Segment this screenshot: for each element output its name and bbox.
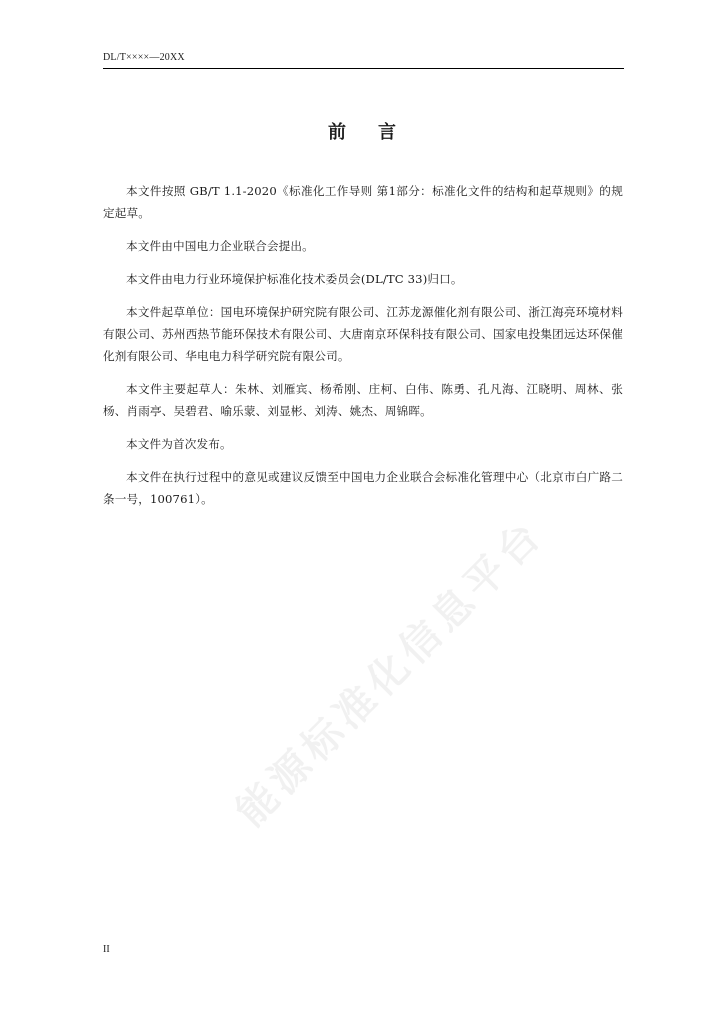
paragraph-drafters: 本文件主要起草人：朱林、刘雁宾、杨希刚、庄柯、白伟、陈勇、孔凡海、江晓明、周林、张杨、肖雨亭、吴碧君、喻乐蒙、刘显彬、刘涛、姚杰、周锦晖。: [103, 382, 623, 418]
paragraph-first-release: 本文件为首次发布。: [126, 437, 232, 451]
paragraph-drafting-organizations: 本文件起草单位：国电环境保护研究院有限公司、江苏龙源催化剂有限公司、浙江海亮环境材料有限公司、苏州西热节能环保技术有限公司、大唐南京环保科技有限公司、国家电投集团远达环保催化剂有限公司、华电电力科学研究院有限公司。: [103, 305, 623, 363]
page-title: 前言: [328, 122, 428, 143]
paragraph-drafting-rules: 本文件按照 GB/T 1.1-2020《标准化工作导则 第1部分：标准化文件的结构和起草规则》的规定起草。: [103, 184, 623, 220]
foreword-body: [103, 180, 623, 521]
page-number: II: [103, 944, 110, 955]
paragraph-committee: 本文件由电力行业环境保护标准化技术委员会(DL/TC 33)归口。: [126, 272, 463, 286]
header-rule: [103, 68, 624, 69]
watermark: 能源标准化信息平台: [227, 510, 553, 836]
paragraph-proposer: 本文件由中国电力企业联合会提出。: [126, 239, 314, 253]
standard-number: DL/T××××—20XX: [103, 52, 185, 63]
paragraph-feedback: 本文件在执行过程中的意见或建议反馈至中国电力企业联合会标准化管理中心（北京市白广路二条一号，100761）。: [103, 470, 623, 506]
